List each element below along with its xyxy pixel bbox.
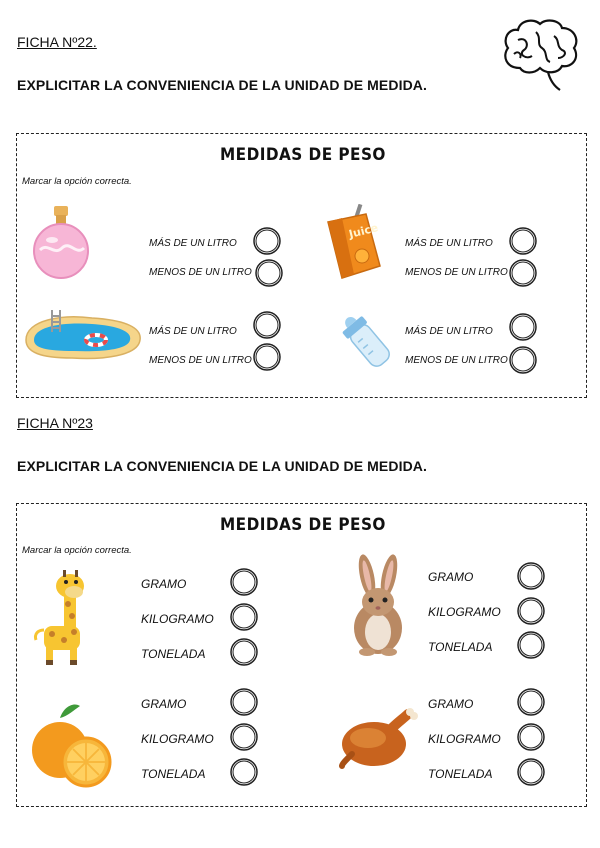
option-label: KILOGRAMO	[428, 605, 501, 619]
answer-circle[interactable]	[229, 602, 256, 629]
box-title-22: MEDIDAS DE PESO	[220, 145, 386, 165]
answer-circle[interactable]	[508, 226, 535, 253]
option-label: MÁS DE UN LITRO	[149, 326, 237, 337]
perfume-bottle-icon	[30, 204, 94, 280]
ficha-22-heading: EXPLICITAR LA CONVENIENCIA DE LA UNIDAD DE MEDIDA.	[17, 77, 427, 93]
roast-chicken-icon	[338, 704, 422, 770]
answer-circle[interactable]	[508, 345, 535, 372]
answer-circle[interactable]	[252, 226, 279, 253]
option-label: MENOS DE UN LITRO	[149, 355, 252, 366]
answer-circle[interactable]	[508, 258, 535, 285]
option-label: MÁS DE UN LITRO	[149, 238, 237, 249]
orange-icon	[30, 700, 116, 790]
answer-circle[interactable]	[516, 561, 543, 588]
juice-box-icon	[322, 204, 386, 284]
option-label: MENOS DE UN LITRO	[149, 267, 252, 278]
option-label: KILOGRAMO	[428, 732, 501, 746]
ficha-23-heading: EXPLICITAR LA CONVENIENCIA DE LA UNIDAD DE MEDIDA.	[17, 458, 427, 474]
option-label: TONELADA	[428, 640, 493, 654]
option-label: MÁS DE UN LITRO	[405, 326, 493, 337]
juice-box-brand: Juice	[347, 221, 380, 241]
swimming-pool-icon	[22, 306, 144, 364]
answer-circle[interactable]	[516, 596, 543, 623]
option-label: KILOGRAMO	[141, 732, 214, 746]
box-title-23: MEDIDAS DE PESO	[220, 515, 386, 535]
option-label: TONELADA	[141, 647, 206, 661]
giraffe-icon	[30, 568, 92, 668]
option-label: MENOS DE UN LITRO	[405, 267, 508, 278]
answer-circle[interactable]	[254, 258, 281, 285]
answer-circle[interactable]	[229, 757, 256, 784]
answer-circle[interactable]	[229, 567, 256, 594]
option-label: KILOGRAMO	[141, 612, 214, 626]
option-label: GRAMO	[428, 570, 474, 584]
instruction-22: Marcar la opción correcta.	[22, 176, 132, 187]
option-label: TONELADA	[141, 767, 206, 781]
option-label: TONELADA	[428, 767, 493, 781]
option-label: GRAMO	[141, 697, 187, 711]
option-label: GRAMO	[428, 697, 474, 711]
answer-circle[interactable]	[252, 342, 279, 369]
answer-circle[interactable]	[229, 637, 256, 664]
answer-circle[interactable]	[516, 757, 543, 784]
answer-circle[interactable]	[516, 630, 543, 657]
answer-circle[interactable]	[508, 312, 535, 339]
baby-bottle-icon	[332, 304, 396, 374]
answer-circle[interactable]	[516, 722, 543, 749]
brain-icon	[500, 16, 582, 92]
answer-circle[interactable]	[252, 310, 279, 337]
answer-circle[interactable]	[229, 722, 256, 749]
option-label: MENOS DE UN LITRO	[405, 355, 508, 366]
ficha-23-label: FICHA Nº23	[17, 415, 93, 431]
ficha-22-label: FICHA Nº22.	[17, 34, 97, 50]
rabbit-icon	[345, 554, 411, 658]
option-label: GRAMO	[141, 577, 187, 591]
instruction-23: Marcar la opción correcta.	[22, 545, 132, 556]
answer-circle[interactable]	[229, 687, 256, 714]
option-label: MÁS DE UN LITRO	[405, 238, 493, 249]
answer-circle[interactable]	[516, 687, 543, 714]
